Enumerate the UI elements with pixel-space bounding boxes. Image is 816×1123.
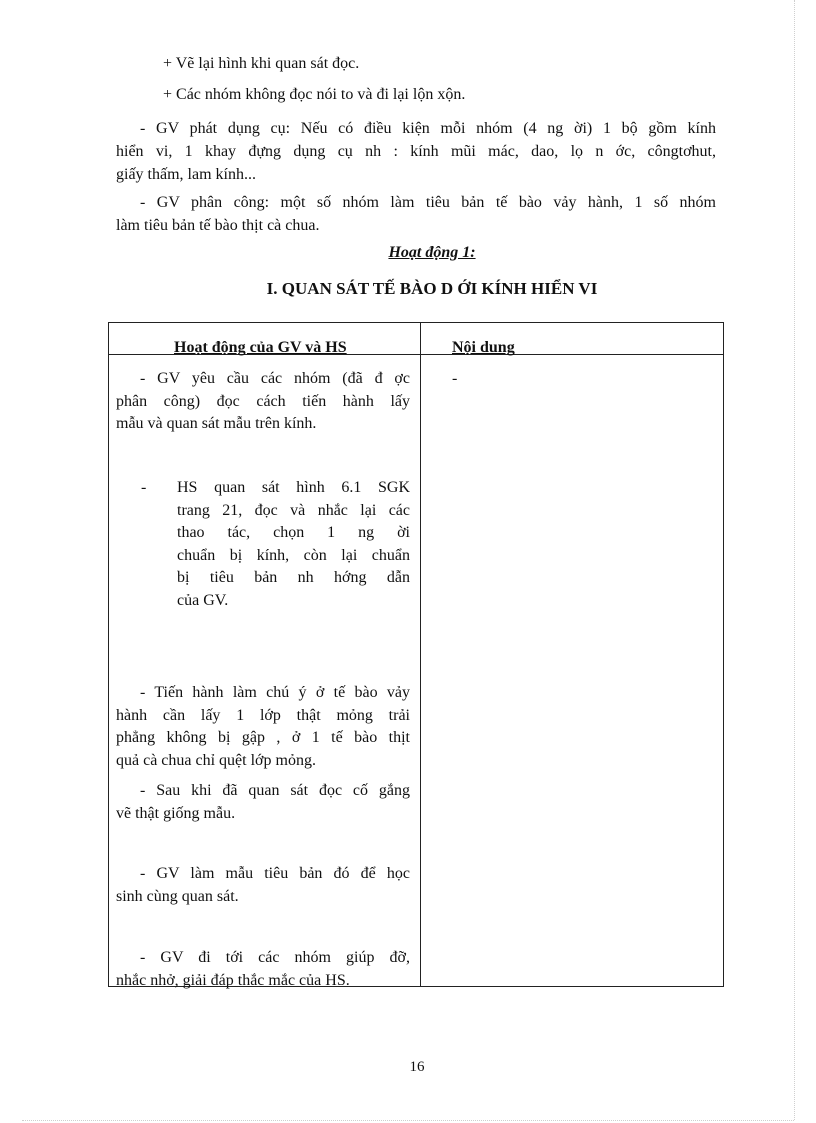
block-student-observe-dash: -	[141, 479, 147, 496]
paragraph-assignment-line-2: làm tiêu bản tế bào thịt cà chua.	[116, 217, 320, 234]
paragraph-equipment	[116, 117, 716, 186]
block-student-observe	[177, 477, 410, 612]
block-student-observe-line-4: chuẩn bị kính, còn lại chuẩn	[177, 546, 410, 564]
page-bottom-edge	[22, 1120, 794, 1121]
intro-line-group-behavior: + Các nhóm không đọc nói to và đi lại lộn xộn.	[163, 86, 466, 103]
block-procedure-line-4: quả cà chua chỉ quệt lớp mỏng.	[116, 751, 316, 769]
content-cell-dash: -	[452, 370, 458, 387]
block-procedure-line-2: hành cần lấy 1 lớp thật mỏng trải	[116, 706, 410, 724]
table-header-activities: Hoạt động của GV và HS	[174, 339, 347, 356]
block-teacher-demo-line-2: sinh cùng quan sát.	[116, 887, 239, 905]
block-student-observe-line-5: bị tiêu bản nh hớng dẫn	[177, 569, 410, 586]
block-procedure	[116, 682, 410, 772]
paragraph-assignment	[116, 191, 716, 237]
block-procedure-line-1: - Tiến hành làm chú ý ở tế bào vảy	[140, 684, 410, 701]
block-teacher-demo-line-1: - GV làm mẫu tiêu bản đó để học	[140, 865, 410, 882]
block-student-observe-line-6: của GV.	[177, 591, 229, 609]
section-title: I. QUAN SÁT TẾ BÀO D ỚI KÍNH HIỂN VI	[266, 279, 598, 298]
intro-line-draw: + Vẽ lại hình khi quan sát đọc.	[163, 55, 360, 72]
block-student-observe-line-2: trang 21, đọc và nhắc lại các	[177, 501, 410, 519]
page-number: 16	[409, 1059, 425, 1075]
block-draw-sample-line-1: - Sau khi đã quan sát đọc cố gắng	[140, 782, 410, 799]
block-draw-sample	[116, 780, 410, 825]
paragraph-equipment-line-3: giấy thấm, lam kính...	[116, 166, 256, 183]
block-student-observe-line-1: HS quan sát hình 6.1 SGK	[177, 479, 410, 496]
block-teacher-support-line-1: - GV đi tới các nhóm giúp đỡ,	[140, 949, 410, 966]
block-teacher-request-line-3: mẫu và quan sát mẫu trên kính.	[116, 415, 317, 432]
block-procedure-line-3: phẳng không bị gập , ở 1 tế bào thịt	[116, 729, 410, 746]
table-column-divider	[420, 322, 421, 987]
block-teacher-request-line-1: - GV yêu cầu các nhóm (đã đ ợc	[140, 370, 410, 387]
block-student-observe-line-3: thao tác, chọn 1 ng ời	[177, 524, 410, 541]
block-teacher-support-line-2: nhắc nhở, giải đáp thắc mắc của HS.	[116, 971, 350, 989]
page-right-edge	[794, 0, 795, 1120]
paragraph-assignment-line-1: - GV phân công: một số nhóm làm tiêu bản tế bào vảy hành, 1 số nhóm	[140, 194, 716, 211]
block-teacher-demo	[116, 863, 410, 908]
paragraph-equipment-line-1: - GV phát dụng cụ: Nếu có điều kiện mỗi nhóm (4 ng ời) 1 bộ gồm kính	[140, 120, 716, 137]
block-teacher-request	[116, 368, 410, 436]
paragraph-equipment-line-2: hiển vi, 1 khay đựng dụng cụ nh : kính mũi mác, dao, lọ n ớc, côngtơhut,	[116, 143, 716, 160]
block-teacher-support	[116, 947, 410, 992]
block-teacher-request-line-2: phân công) đọc cách tiến hành lấy	[116, 392, 410, 410]
activity-heading: Hoạt động 1:	[388, 244, 476, 261]
table-header-content: Nội dung	[452, 339, 515, 356]
block-draw-sample-line-2: vẽ thật giống mẫu.	[116, 804, 236, 822]
